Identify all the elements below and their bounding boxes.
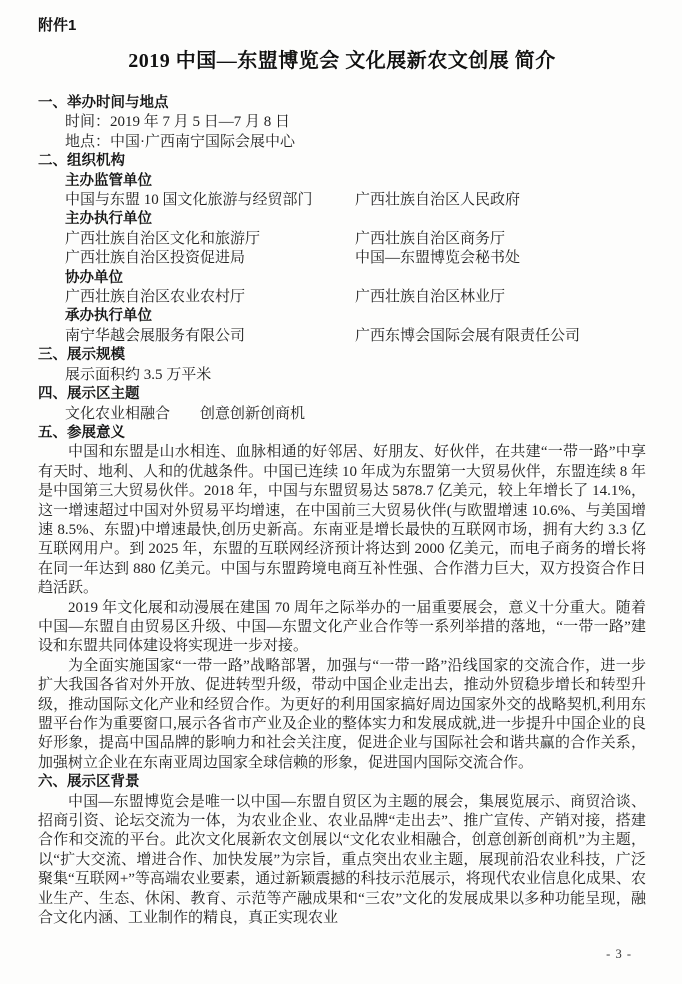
org-right-cell: 广西壮族自治区商务厅	[355, 230, 506, 247]
page-number: - 3 -	[606, 947, 632, 961]
org-subheading-co-organizer: 协办单位	[65, 269, 123, 286]
scale-line: 展示面积约 3.5 万平米	[65, 366, 212, 383]
section-heading-time-place: 一、举办时间与地点	[38, 95, 169, 111]
section-heading-organizers: 二、组织机构	[38, 153, 125, 170]
attachment-label: 附件1	[38, 17, 77, 34]
significance-paragraph-2: 2019 年文化展和动漫展在建国 70 周年之际举办的一届重要展会，意义十分重大。随着中国—东盟自由贸易区升级、中国—东盟文化产业合作等一系列举措的落地，“一带一路”建设和东盟共同体建设将实现进一步对接。	[38, 599, 646, 655]
theme-line: 文化农业相融合 创意创新创商机	[65, 405, 306, 422]
org-subheading-supervisor: 主办监管单位	[65, 172, 152, 189]
significance-paragraph-1: 中国和东盟是山水相连、血脉相通的好邻居、好朋友、好伙伴，在共建“一带一路”中享有天时、地利、人和的优越条件。中国已连续 10 年成为东盟第一大贸易伙伴，东盟连续 8 年是中国第三大贸易伙伴。2018 年，中国与东盟贸易达 5878.7 亿美元，较上年增长了 14.1%，这一增速超过中国对外贸易平均增速，在中国前三大贸易伙伴(与欧盟增速 10.6%、与美国增速 8.5%、东盟)中增速最快,创历史新高。东南亚是增长最快的互联网市场，拥有大约 3.3 亿互联网用户。到 2025 年，东盟的互联网经济预计将达到 2000 亿美元，而电子商务的增长将在同一年达到 880 亿美元。中国与东盟跨境电商互补性强、合作潜力巨大，双方投资合作日趋活跃。	[38, 444, 646, 597]
section-heading-significance: 五、参展意义	[38, 424, 125, 441]
org-left-cell: 广西壮族自治区农业农村厅	[65, 289, 246, 306]
org-row	[65, 230, 646, 249]
org-row	[65, 249, 646, 268]
location-line: 地点：中国·广西南宁国际会展中心	[65, 133, 295, 150]
org-right-cell: 中国—东盟博览会秘书处	[355, 250, 521, 267]
significance-paragraph-3: 为全面实施国家“一带一路”战略部署，加强与“一带一路”沿线国家的交流合作，进一步扩大我国各省对外开放、促进转型升级，带动中国企业走出去，推动外贸稳步增长和转型升级，推动国际文化产业和经贸合作。为更好的利用国家搞好周边国家外交的战略契机,利用东盟平台作为重要窗口,展示各省市产业及企业的整体实力和发展成就,进一步提升中国企业的良好形象，提高中国品牌的影响力和社会关注度，促进企业与国际社会和谐共赢的合作关系，加强树立企业在东南亚周边国家全球信赖的形象，促进国内国际交流合作。	[38, 657, 646, 771]
org-left-cell: 广西壮族自治区投资促进局	[65, 250, 246, 267]
section-heading-theme: 四、展示区主题	[38, 386, 140, 403]
org-left-cell: 广西壮族自治区文化和旅游厅	[65, 230, 261, 247]
page-title: 2019 中国—东盟博览会 文化展新农文创展 简介	[128, 50, 556, 72]
section-heading-background: 六、展示区背景	[38, 774, 140, 791]
section-heading-scale: 三、展示规模	[38, 347, 125, 364]
time-line: 时间：2019 年 7 月 5 日—7 月 8 日	[65, 114, 291, 131]
org-row	[65, 288, 646, 307]
org-subheading-undertaker: 承办执行单位	[65, 308, 152, 325]
org-right-cell: 广西东博会国际会展有限责任公司	[355, 327, 581, 344]
org-subheading-executor: 主办执行单位	[65, 211, 152, 228]
background-paragraph-1: 中国—东盟博览会是唯一以中国—东盟自贸区为主题的展会，集展览展示、商贸洽谈、招商引资、论坛交流为一体，为农业企业、农业品牌“走出去”、推广宣传、产销对接，搭建合作和交流的平台。此次文化展新农文创展以“文化农业相融合，创意创新创商机”为主题，以“扩大交流、增进合作、加快发展”为宗旨，重点突出农业主题，展现前沿农业科技，广泛聚集“互联网+”等高端农业要素，通过新颖震撼的科技示范展示，将现代农业信息化成果、农业生产、生态、休闲、教育、示范等产融成果和“三农”文化的发展成果以多种功能呈现，融合文化内涵、工业制作的精良，真正实现农业	[38, 793, 646, 927]
org-left-cell: 南宁华越会展服务有限公司	[65, 327, 246, 344]
org-row	[65, 191, 646, 210]
org-row	[65, 327, 646, 346]
org-right-cell: 广西壮族自治区人民政府	[355, 192, 521, 209]
org-left-cell: 中国与东盟 10 国文化旅游与经贸部门	[65, 192, 313, 209]
document-body	[38, 94, 646, 928]
org-right-cell: 广西壮族自治区林业厅	[355, 289, 506, 306]
